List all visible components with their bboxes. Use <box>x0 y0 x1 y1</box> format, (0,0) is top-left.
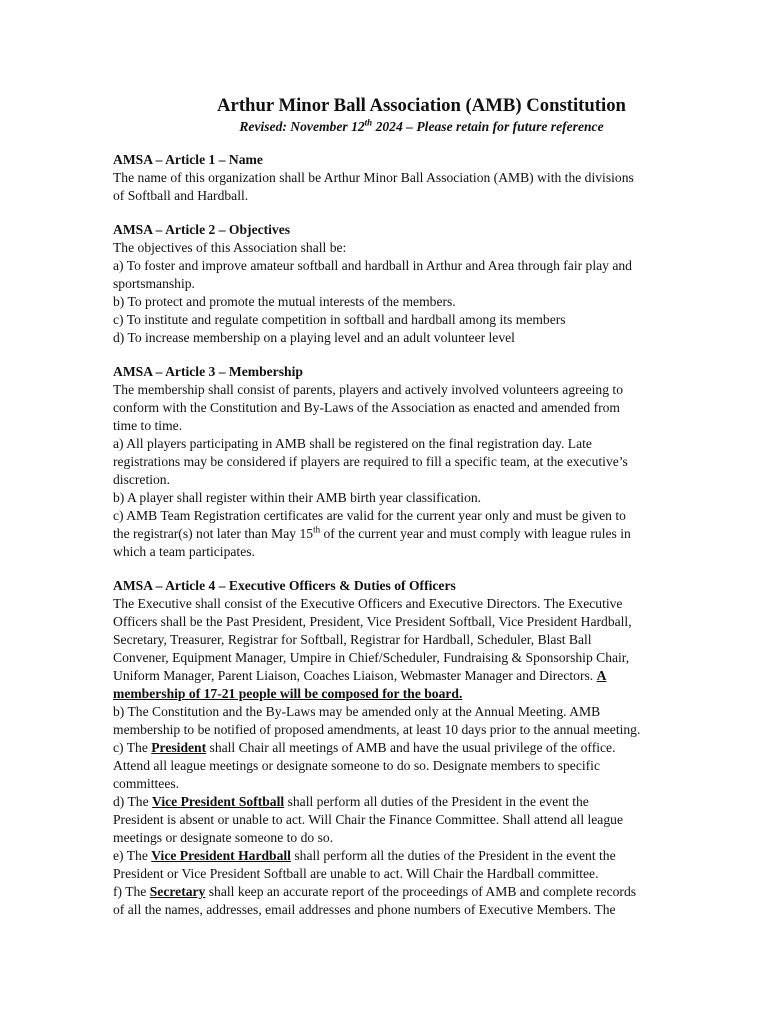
article-3-line: c) AMB Team Registration certificates are valid for the current year only and must be given to <box>113 508 626 523</box>
article-3-line: registrations may be considered if players are required to fill a specific team, at the executive’s <box>113 454 628 469</box>
clause-prefix: f) The <box>113 884 150 899</box>
article-4-line: Convener, Equipment Manager, Umpire in Chief/Scheduler, Fundraising & Sponsorship Chair, <box>113 650 630 665</box>
role-secretary: Secretary <box>149 884 206 899</box>
president-clause <box>113 739 730 757</box>
registration-deadline-text: the registrar(s) not later than May 15 <box>113 526 314 541</box>
clause-text: shall keep an accurate report of the proceedings of AMB and complete records <box>205 884 637 899</box>
article-3-line: a) All players participating in AMB shall be registered on the final registration day. Late <box>113 436 592 451</box>
registration-deadline-superscript: th <box>313 524 321 535</box>
subtitle-note-text: 2024 – Please retain for future reference <box>372 119 604 134</box>
article-2-line: c) To institute and regulate competition in softball and hardball among its members <box>113 312 566 327</box>
article-3-line: time to time. <box>113 418 183 433</box>
board-statement-start: A <box>596 668 607 683</box>
article-1-line: The name of this organization shall be Arthur Minor Ball Association (AMB) with the divisions <box>113 170 634 185</box>
article-1-section <box>113 151 730 205</box>
clause-prefix: e) The <box>113 848 152 863</box>
article-2-heading: AMSA – Article 2 – Objectives <box>113 222 291 237</box>
article-2-line: The objectives of this Association shall be: <box>113 240 347 255</box>
article-3-line <box>113 525 730 543</box>
article-4-line: President or Vice President Softball are unable to act. Will Chair the Hardball committee. <box>113 866 599 881</box>
article-4-line: Officers shall be the Past President, President, Vice President Softball, Vice President Hardball, <box>113 614 632 629</box>
role-president: President <box>151 740 207 755</box>
article-3-line: which a team participates. <box>113 544 255 559</box>
article-4-line: Secretary, Treasurer, Registrar for Softball, Registrar for Hardball, Scheduler, Blast Ball <box>113 632 592 647</box>
clause-text: shall perform all the duties of the President in the event the <box>290 848 616 863</box>
role-vice-president-hardball: Vice President Hardball <box>151 848 291 863</box>
article-4-line: meetings or designate someone to do so. <box>113 830 334 845</box>
article-4-section <box>113 577 730 919</box>
article-3-line: discretion. <box>113 472 171 487</box>
article-2-line: b) To protect and promote the mutual interests of the members. <box>113 294 456 309</box>
article-2-line: a) To foster and improve amateur softball and hardball in Arthur and Area through fair play and <box>113 258 632 273</box>
article-4-line: Attend all league meetings or designate someone to do so. Designate members to specific <box>113 758 600 773</box>
article-4-line <box>113 667 730 685</box>
article-4-line: of all the names, addresses, email addresses and phone numbers of Executive Members. The <box>113 902 616 917</box>
uniform-manager-text: Uniform Manager, Parent Liaison, Coaches Liaison, Webmaster Manager and Directors. <box>113 668 597 683</box>
article-3-line: conform with the Constitution and By-Laws of the Association as enacted and amended from <box>113 400 621 415</box>
article-4-line: committees. <box>113 776 180 791</box>
clause-prefix: d) The <box>113 794 153 809</box>
subtitle-date-superscript: th <box>364 117 373 128</box>
clause-prefix: c) The <box>113 740 152 755</box>
role-vice-president-softball: Vice President Softball <box>152 794 285 809</box>
article-2-line: d) To increase membership on a playing level and an adult volunteer level <box>113 330 515 345</box>
article-2-line: sportsmanship. <box>113 276 195 291</box>
article-4-heading: AMSA – Article 4 – Executive Officers & Duties of Officers <box>113 578 456 593</box>
vp-softball-clause <box>113 793 730 811</box>
secretary-clause <box>113 883 730 901</box>
board-statement: membership of 17-21 people will be composed for the board. <box>113 686 463 701</box>
article-2-section <box>113 221 730 347</box>
registration-deadline-rest: of the current year and must comply with league rules in <box>320 526 631 541</box>
article-4-line: membership to be notified of proposed amendments, at least 10 days prior to the annual meeting. <box>113 722 641 737</box>
article-4-line: b) The Constitution and the By-Laws may be amended only at the Annual Meeting. AMB <box>113 704 601 719</box>
article-3-line: b) A player shall register within their AMB birth year classification. <box>113 490 482 505</box>
article-4-line: The Executive shall consist of the Executive Officers and Executive Directors. The Executive <box>113 596 623 611</box>
article-1-line: of Softball and Hardball. <box>113 188 249 203</box>
article-1-heading: AMSA – Article 1 – Name <box>113 152 263 167</box>
article-3-heading: AMSA – Article 3 – Membership <box>113 364 303 379</box>
article-3-line: The membership shall consist of parents, players and actively involved volunteers agreeing to <box>113 382 623 397</box>
article-3-section <box>113 363 730 561</box>
document-title: Arthur Minor Ball Association (AMB) Constitution <box>217 95 626 116</box>
vp-hardball-clause <box>113 847 730 865</box>
subtitle-date-text: Revised: November 12 <box>239 119 365 134</box>
clause-text: shall Chair all meetings of AMB and have the usual privilege of the office. <box>206 740 616 755</box>
article-4-line: President is absent or unable to act. Will Chair the Finance Committee. Shall attend all league <box>113 812 623 827</box>
clause-text: shall perform all duties of the President in the event the <box>284 794 589 809</box>
document-subtitle <box>113 118 730 136</box>
